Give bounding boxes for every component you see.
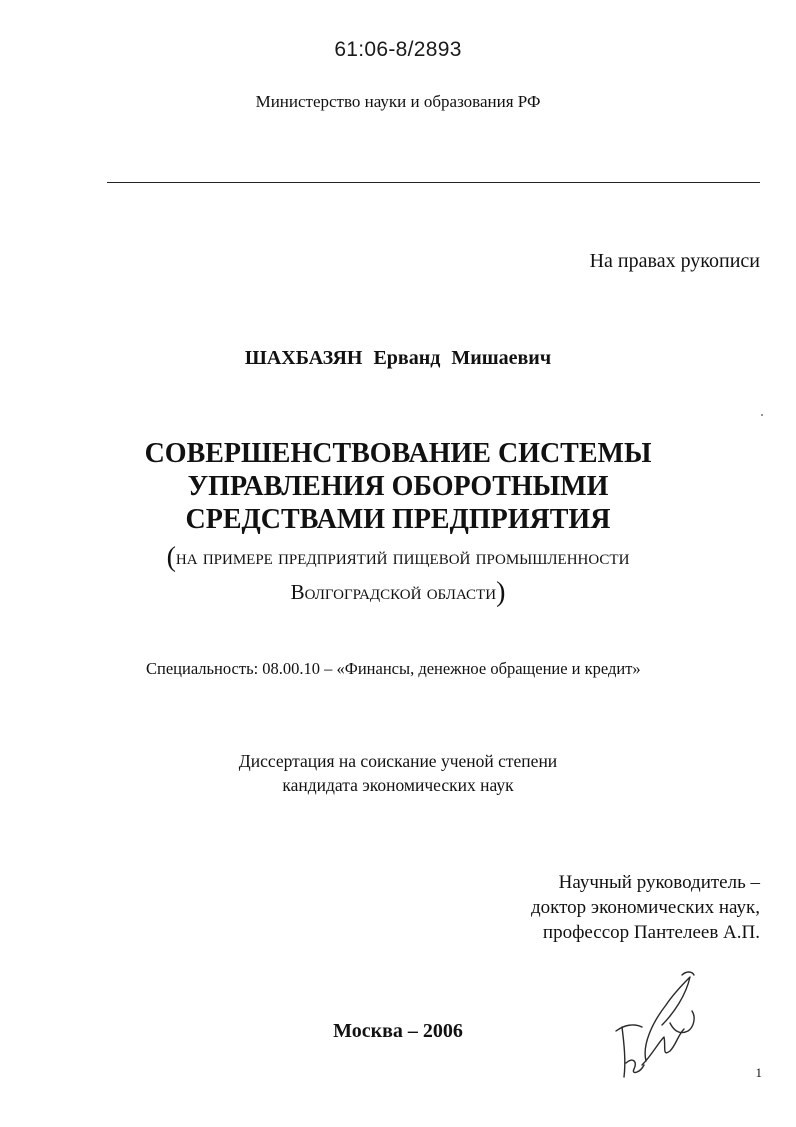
city-year: Москва – 2006: [333, 1020, 463, 1042]
supervisor-line-2: доктор экономических наук,: [530, 897, 760, 918]
degree-line-1: Диссертация на соискание ученой степени: [238, 751, 558, 771]
ministry-name: Министерство науки и образования РФ: [255, 92, 541, 111]
scan-speck: [761, 414, 763, 416]
dissertation-subtitle: [0, 540, 796, 610]
degree-statement: [0, 749, 796, 797]
header-divider: [107, 182, 760, 183]
title-line-2: УПРАВЛЕНИЯ ОБОРОТНЫМИ: [187, 471, 609, 502]
dissertation-title: [0, 437, 796, 536]
specialty-line: Специальность: 08.00.10 – «Финансы, денежное обращение и кредит»: [146, 659, 641, 678]
archive-code: 61:06-8/2893: [334, 38, 462, 61]
author-name: ШАХБАЗЯН Ерванд Мишаевич: [244, 347, 552, 369]
subtitle-text-2: Волгоградской области: [290, 580, 497, 604]
supervisor-line-1: Научный руководитель –: [558, 872, 760, 893]
title-line-1: СОВЕРШЕНСТВОВАНИЕ СИСТЕМЫ: [144, 438, 652, 469]
supervisor-line-3: профессор Пантелеев А.П.: [542, 922, 760, 943]
subtitle-close-paren: ): [496, 577, 506, 608]
page-number: 1: [755, 1065, 762, 1080]
subtitle-open-paren: (: [166, 542, 176, 573]
subtitle-text-1: на примере предприятий пищевой промышленности: [175, 545, 630, 569]
subtitle-line-2: [0, 575, 796, 610]
title-line-3: СРЕДСТВАМИ ПРЕДПРИЯТИЯ: [185, 504, 611, 535]
supervisor-block: [531, 870, 760, 945]
degree-line-2: кандидата экономических наук: [282, 775, 514, 795]
manuscript-note: На правах рукописи: [589, 250, 760, 272]
subtitle-line-1: [0, 540, 796, 575]
